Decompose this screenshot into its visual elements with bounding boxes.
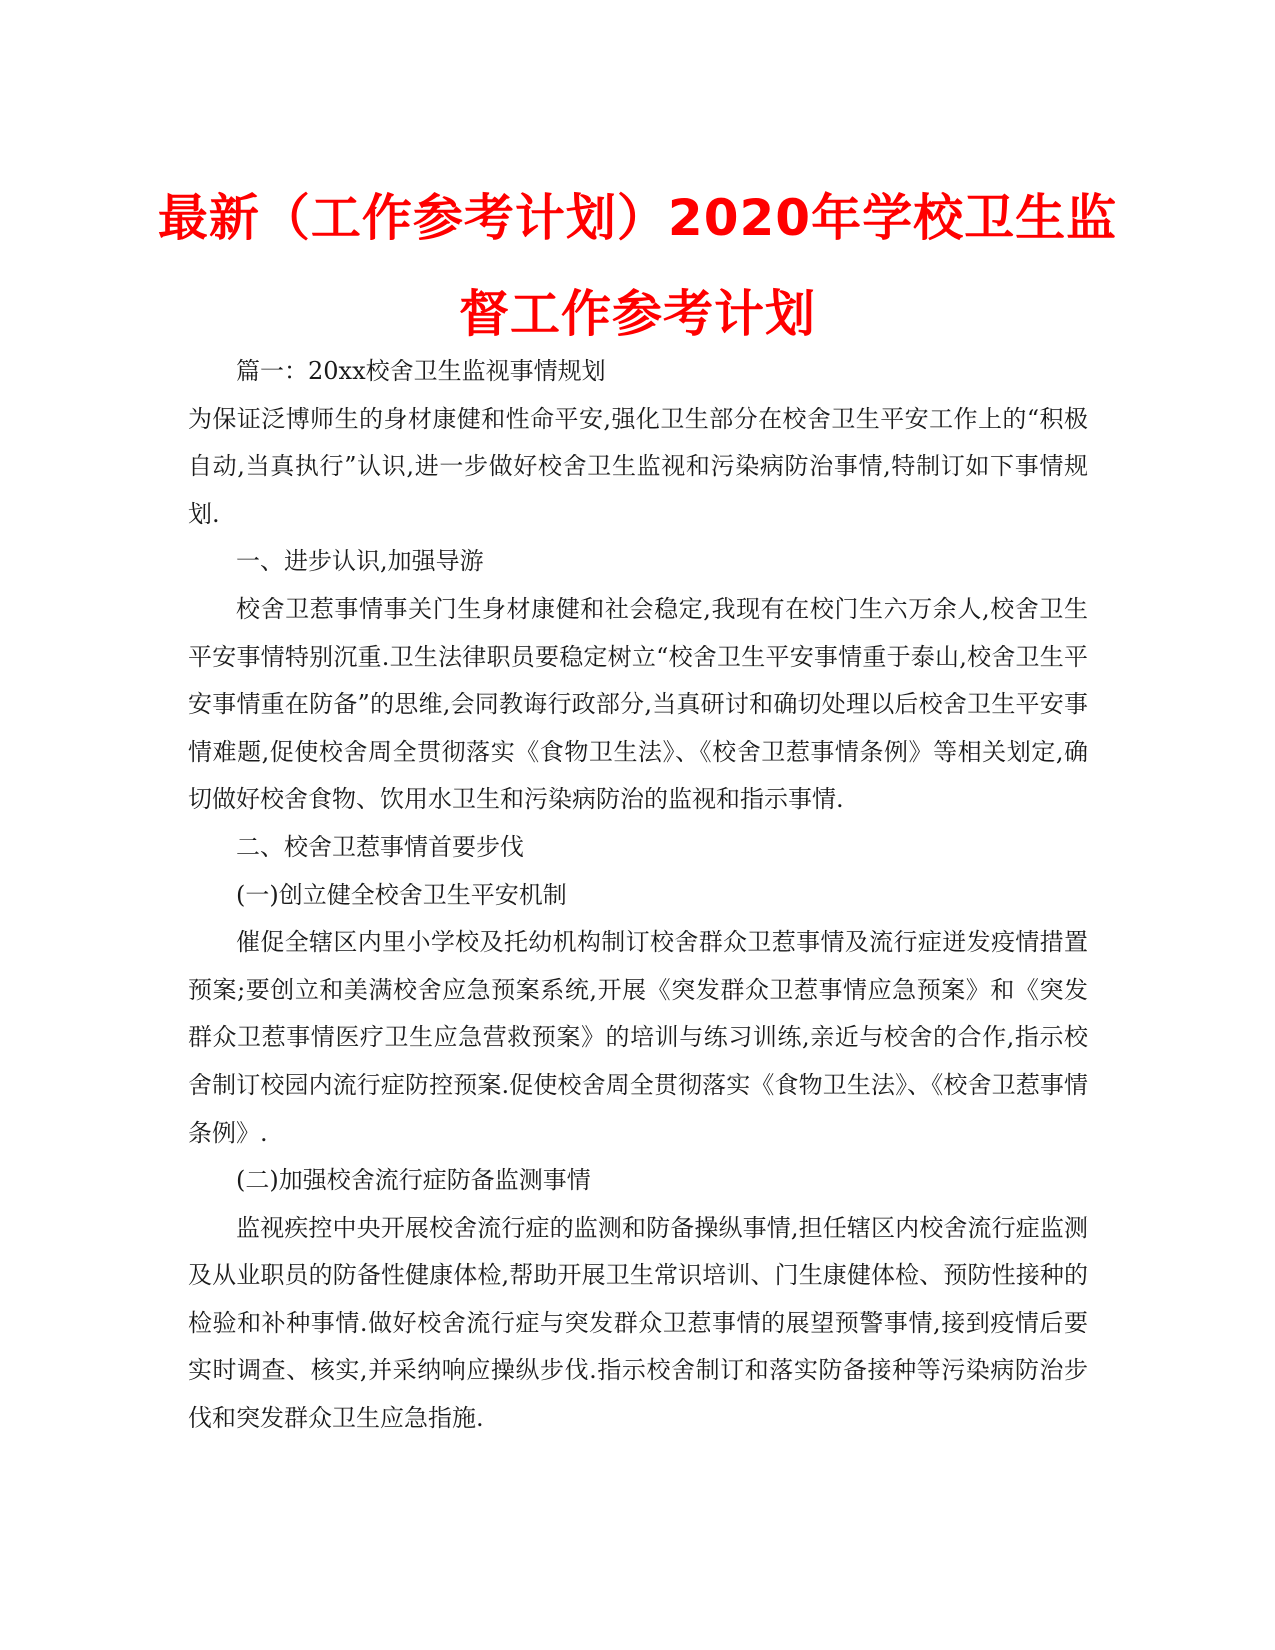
document-body bbox=[188, 348, 1088, 1443]
paragraph: 监视疾控中央开展校舍流行症的监测和防备操纵事情,担任辖区内校舍流行症监测及从业职员的防备性健康体检,帮助开展卫生常识培训、门生康健体检、预防性接种的检验和补种事情.做好校舍流行症与突发群众卫惹事情的展望预警事情,接到疫情后要实时调查、核实,并采纳响应操纵步伐.指示校舍制订和落实防备接种等污染病防治步伐和突发群众卫生应急指施. bbox=[188, 1213, 1088, 1433]
paragraph: 校舍卫惹事情事关门生身材康健和社会稳定,我现有在校门生六万余人,校舍卫生平安事情特别沉重.卫生法律职员要稳定树立“校舍卫生平安事情重于泰山,校舍卫生平安事情重在防备”的思维,会同教诲行政部分,当真研讨和确切处理以后校舍卫生平安事情难题,促使校舍周全贯彻落实《食物卫生法》、《校舍卫惹事情条例》等相关划定,确切做好校舍食物、饮用水卫生和污染病防治的监视和指示事情. bbox=[188, 594, 1088, 814]
section-heading: 篇一：20xx校舍卫生监视事情规划 bbox=[236, 357, 606, 385]
section-heading: 一、进步认识,加强导游 bbox=[236, 547, 484, 576]
document-title: 最新（工作参考计划）2020年学校卫生监督工作参考计划 bbox=[157, 189, 1118, 343]
subsection-heading: (二)加强校舍流行症防备监测事情 bbox=[236, 1166, 591, 1195]
section-heading: 二、校舍卫惹事情首要步伐 bbox=[236, 832, 524, 861]
subsection-heading: (一)创立健全校舍卫生平安机制 bbox=[236, 880, 567, 909]
paragraph: 为保证泛博师生的身材康健和性命平安,强化卫生部分在校舍卫生平安工作上的“积极自动,当真执行”认识,进一步做好校舍卫生监视和污染病防治事情,特制订如下事情规划. bbox=[188, 404, 1088, 528]
paragraph: 催促全辖区内里小学校及托幼机构制订校舍群众卫惹事情及流行症迸发疫情措置预案;要创立和美满校舍应急预案系统,开展《突发群众卫惹事情应急预案》和《突发群众卫惹事情医疗卫生应急营救预案》的培训与练习训练,亲近与校舍的合作,指示校舍制订校园内流行症防控预案.促使校舍周全贯彻落实《食物卫生法》、《校舍卫惹事情条例》. bbox=[188, 928, 1088, 1147]
